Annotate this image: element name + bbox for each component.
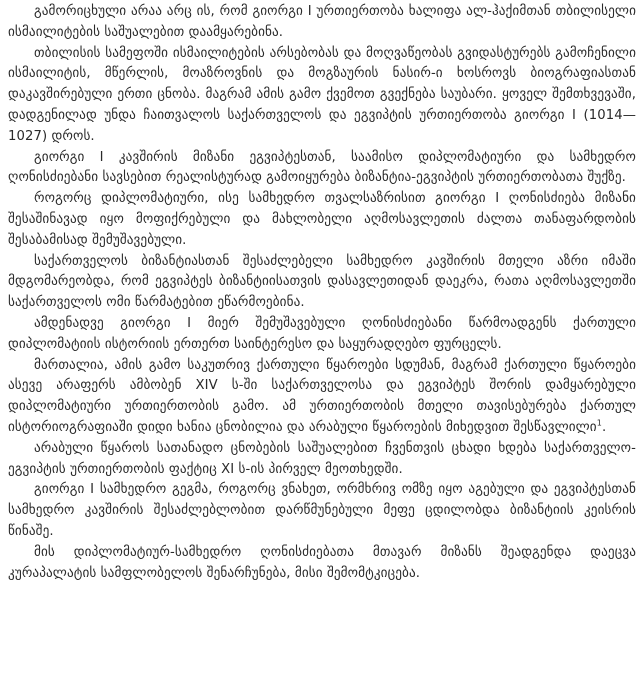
- paragraph: [8, 356, 636, 439]
- paragraph: გიორგი I კავშირის მიზანი ეგვიპტესთან, საამისო დიპლომატიური და სამხედრო ღონისძიებანი სავსებით რეალისტურად გამოიყურება ბიზანტია-ეგვიპტის ურთიერთობათა შუქზე.: [8, 149, 636, 186]
- paragraph: გამორიცხული არაა არც ის, რომ გიორგი I ურთიერთობა ხალიფა ალ-ჰაქიმთან თბილისელი ისმაილიტების საშუალებით დაამყარებინა.: [8, 4, 636, 40]
- paragraph: არაბული წყაროს სათანადო ცნობების საშუალებით ჩვენთვის ცხადი ხდება საქართველო-ეგვიპტის ურთიერთობის ფაქტიც XI ს-ის პირველ მეოთხედში.: [8, 440, 636, 477]
- paragraph-tail: .: [601, 419, 607, 435]
- footnote-marker[interactable]: 1: [596, 418, 602, 428]
- paragraph-text: მართალია, ამის გამო საკუთრივ ქართული წყაროები სდუმან, მაგრამ ქართული წყაროები ასევე არაფერს ამბობენ XIV ს-ში საქართველოსა და ეგვიპტეს შორის დამყარებული დიპლომატიური ურთიერთობის გამო. ამ ურთიერთობის მთელი თავისებურება ქართულ ისტორიოგრაფიაში დიდი ხანია ცნობილია და არაბული წყაროების მიხედვით შესწავლილი: [8, 357, 636, 435]
- paragraph: თბილისის სამეფოში ისმაილიტების არსებობას და მოღვაწეობას გვიდასტურებს გამოჩენილი ისმაილიტის, მწერლის, მოაზროვნის და მოგზაურის ნასირ-ი ხოსროვს ბიოგრაფიასთან დაკავშირებული ერთი ცნობა. მაგრამ ამის გამო ქვემოთ გვექნება საუბარი. ყოველ შემთხვევაში, დადგენილად უნდა ჩაითვალოს საქართველოს და ეგვიპტის ურთიერთობა გიორგი I (1014—1027) დროს.: [8, 45, 636, 144]
- paragraph: ამდენადვე გიორგი I მიერ შემუშავებული ღონისძიებანი წარმოადგენს ქართული დიპლომატიის ისტორიის ერთერთ საინტერესო და საყურადღებო ფურცელს.: [8, 315, 636, 352]
- paragraph: გიორგი I სამხედრო გეგმა, როგორც ვნახეთ, ორმხრივ ომზე იყო აგებული და ეგვიპტესთან სამხედრო კავშირის შესაძლებლობით დარწმუნებული მეფე ცდილობდა ბიზანტიის კეისრის წინაშე.: [8, 482, 636, 539]
- paragraph: როგორც დიპლომატიური, ისე სამხედრო თვალსაზრისით გიორგი I ღონისძიება მიზანი შესაშინავად იყო მოფიქრებული და მახლობელი აღმოსავლეთის ძალთა თანაფარდობის შესაბამისად შემუშავებული.: [8, 191, 636, 248]
- paragraph: საქართველოს ბიზანტიასთან შესაძლებელი სამხედრო კავშირის მთელი აზრი იმაში მდგომარეობდა, რომ ეგვიპტეს ბიზანტიისათვის დასავლეთიდან დაეკრა, რათა აღმოსავლეთში საქართველოს ომი წარმატებით ეწარმოებინა.: [8, 253, 636, 311]
- paragraph: მის დიპლომატიურ-სამხედრო ღონისძიებათა მთავარ მიზანს შეადგენდა დაეცვა კურაპალატის სამფლობელოს შენარჩუნება, მისი შემომტკიცება.: [8, 544, 636, 581]
